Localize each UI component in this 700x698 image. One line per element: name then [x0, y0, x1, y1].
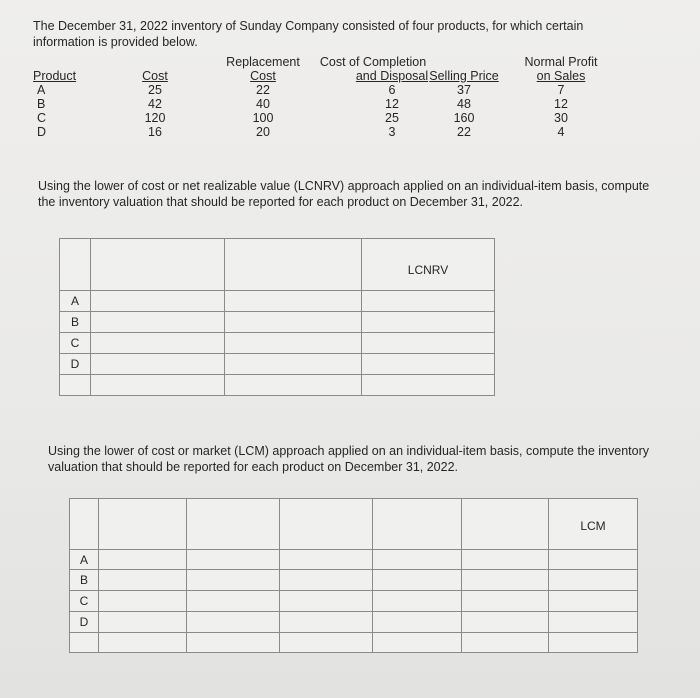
replacement-header-bottom: Cost: [250, 69, 276, 83]
lcnrv-row-label: B: [60, 312, 91, 333]
profit-cell: 4: [557, 125, 565, 139]
cost-cell: 120: [144, 111, 166, 125]
product-cell: C: [37, 111, 47, 125]
lcm-header-cell: LCM: [549, 499, 638, 550]
profit-cell: 7: [557, 83, 565, 97]
lcm-input-cell[interactable]: [280, 550, 373, 570]
completion-header-bottom: and Disposal: [355, 69, 429, 83]
cost-cell: 25: [148, 83, 162, 97]
selling-price-cell: 160: [453, 111, 475, 125]
replacement-cost-column: [215, 55, 311, 139]
lcm-input-cell[interactable]: [462, 550, 549, 570]
lcm-input-cell[interactable]: [373, 591, 462, 612]
lcm-input-cell[interactable]: [99, 570, 187, 591]
lcm-input-cell[interactable]: [549, 591, 638, 612]
lcnrv-question-line-1: Using the lower of cost or net realizable value (LCNRV) approach applied on an individual-item basis, compute: [38, 179, 650, 193]
lcnrv-header-cell: LCNRV: [362, 239, 495, 291]
profit-header-top: Normal Profit: [524, 55, 598, 69]
lcnrv-header-input-cell[interactable]: [91, 239, 225, 291]
cost-cell: 42: [148, 97, 162, 111]
lcm-total-blank-cell: [70, 633, 99, 653]
lcm-input-cell[interactable]: [280, 612, 373, 633]
replacement-cell: 20: [256, 125, 270, 139]
replacement-cell: 22: [256, 83, 270, 97]
lcm-input-cell[interactable]: [549, 633, 638, 653]
lcm-input-cell[interactable]: [187, 550, 280, 570]
completion-cell: 6: [388, 83, 396, 97]
lcnrv-question-line-2: the inventory valuation that should be reported for each product on December 31, 2022.: [38, 195, 524, 209]
lcm-input-cell[interactable]: [280, 633, 373, 653]
lcnrv-row-label: A: [60, 291, 91, 312]
lcm-header-input-cell[interactable]: [99, 499, 187, 550]
replacement-cell: 100: [252, 111, 274, 125]
product-cell: A: [37, 83, 46, 97]
profit-header-bottom: on Sales: [536, 69, 586, 83]
lcm-input-cell[interactable]: [187, 570, 280, 591]
lcm-input-cell[interactable]: [187, 591, 280, 612]
lcnrv-input-cell[interactable]: [362, 312, 495, 333]
lcm-input-cell[interactable]: [373, 570, 462, 591]
lcnrv-row-label: C: [60, 333, 91, 354]
lcnrv-input-cell[interactable]: [91, 291, 225, 312]
completion-cell: 3: [388, 125, 396, 139]
lcm-question: [48, 443, 678, 475]
normal-profit-column: [509, 55, 613, 139]
lcm-row-label: D: [70, 612, 99, 633]
lcm-input-cell[interactable]: [99, 591, 187, 612]
lcm-input-cell[interactable]: [549, 550, 638, 570]
intro-line-2: information is provided below.: [33, 35, 198, 49]
lcnrv-input-cell[interactable]: [362, 354, 495, 375]
lcnrv-input-cell[interactable]: [362, 333, 495, 354]
lcnrv-row-label: D: [60, 354, 91, 375]
lcm-input-cell[interactable]: [462, 570, 549, 591]
completion-cell: 25: [385, 111, 399, 125]
lcnrv-input-cell[interactable]: [225, 291, 362, 312]
lcm-answer-grid: [69, 498, 638, 653]
lcm-input-cell[interactable]: [99, 612, 187, 633]
product-cell: D: [37, 125, 47, 139]
lcm-input-cell[interactable]: [187, 612, 280, 633]
lcm-input-cell[interactable]: [280, 570, 373, 591]
selling-price-column: [419, 55, 509, 139]
intro-text: [33, 18, 653, 50]
lcm-question-line-2: valuation that should be reported for each product on December 31, 2022.: [48, 460, 458, 474]
lcm-header-input-cell[interactable]: [280, 499, 373, 550]
product-cell: B: [37, 97, 46, 111]
lcnrv-input-cell[interactable]: [225, 312, 362, 333]
lcnrv-input-cell[interactable]: [225, 375, 362, 396]
product-column: [33, 55, 81, 139]
lcm-question-line-1: Using the lower of cost or market (LCM) approach applied on an individual-item basis, compute the inventory: [48, 444, 649, 458]
selling-price-cell: 37: [457, 83, 471, 97]
lcm-input-cell[interactable]: [373, 550, 462, 570]
completion-cell: 12: [385, 97, 399, 111]
lcm-input-cell[interactable]: [549, 570, 638, 591]
lcnrv-header-blank-cell: [60, 239, 91, 291]
lcm-row-label: B: [70, 570, 99, 591]
lcm-input-cell[interactable]: [99, 550, 187, 570]
replacement-header-top: Replacement: [226, 55, 300, 69]
lcnrv-input-cell[interactable]: [362, 375, 495, 396]
lcm-input-cell[interactable]: [462, 612, 549, 633]
lcm-header-input-cell[interactable]: [462, 499, 549, 550]
lcm-input-cell[interactable]: [187, 633, 280, 653]
lcnrv-answer-grid: [59, 238, 495, 396]
lcnrv-input-cell[interactable]: [91, 375, 225, 396]
lcnrv-input-cell[interactable]: [91, 354, 225, 375]
selling-price-header: Selling Price: [429, 69, 499, 83]
lcm-input-cell[interactable]: [373, 633, 462, 653]
profit-cell: 12: [554, 97, 568, 111]
cost-cell: 16: [148, 125, 162, 139]
lcnrv-question: [38, 178, 678, 210]
lcnrv-input-cell[interactable]: [362, 291, 495, 312]
lcnrv-input-cell[interactable]: [225, 354, 362, 375]
cost-header: Cost: [142, 69, 168, 83]
profit-cell: 30: [554, 111, 568, 125]
products-data-table: [33, 55, 633, 155]
lcm-input-cell[interactable]: [549, 612, 638, 633]
replacement-cell: 40: [256, 97, 270, 111]
lcnrv-header-input-cell[interactable]: [225, 239, 362, 291]
lcm-input-cell[interactable]: [373, 612, 462, 633]
selling-price-cell: 22: [457, 125, 471, 139]
lcm-header-input-cell[interactable]: [187, 499, 280, 550]
lcm-row-label: A: [70, 550, 99, 570]
lcnrv-total-blank-cell: [60, 375, 91, 396]
lcm-input-cell[interactable]: [280, 591, 373, 612]
lcnrv-input-cell[interactable]: [225, 333, 362, 354]
lcnrv-input-cell[interactable]: [91, 333, 225, 354]
intro-line-1: The December 31, 2022 inventory of Sunday Company consisted of four products, for which certain: [33, 19, 584, 33]
lcm-header-input-cell[interactable]: [373, 499, 462, 550]
lcm-input-cell[interactable]: [462, 591, 549, 612]
product-header: Product: [33, 69, 77, 83]
completion-header-top: Cost of Completion: [319, 55, 427, 69]
lcnrv-input-cell[interactable]: [91, 312, 225, 333]
selling-price-cell: 48: [457, 97, 471, 111]
cost-column: [133, 55, 177, 139]
lcm-input-cell[interactable]: [99, 633, 187, 653]
lcm-input-cell[interactable]: [462, 633, 549, 653]
lcm-row-label: C: [70, 591, 99, 612]
lcm-header-blank-cell: [70, 499, 99, 550]
